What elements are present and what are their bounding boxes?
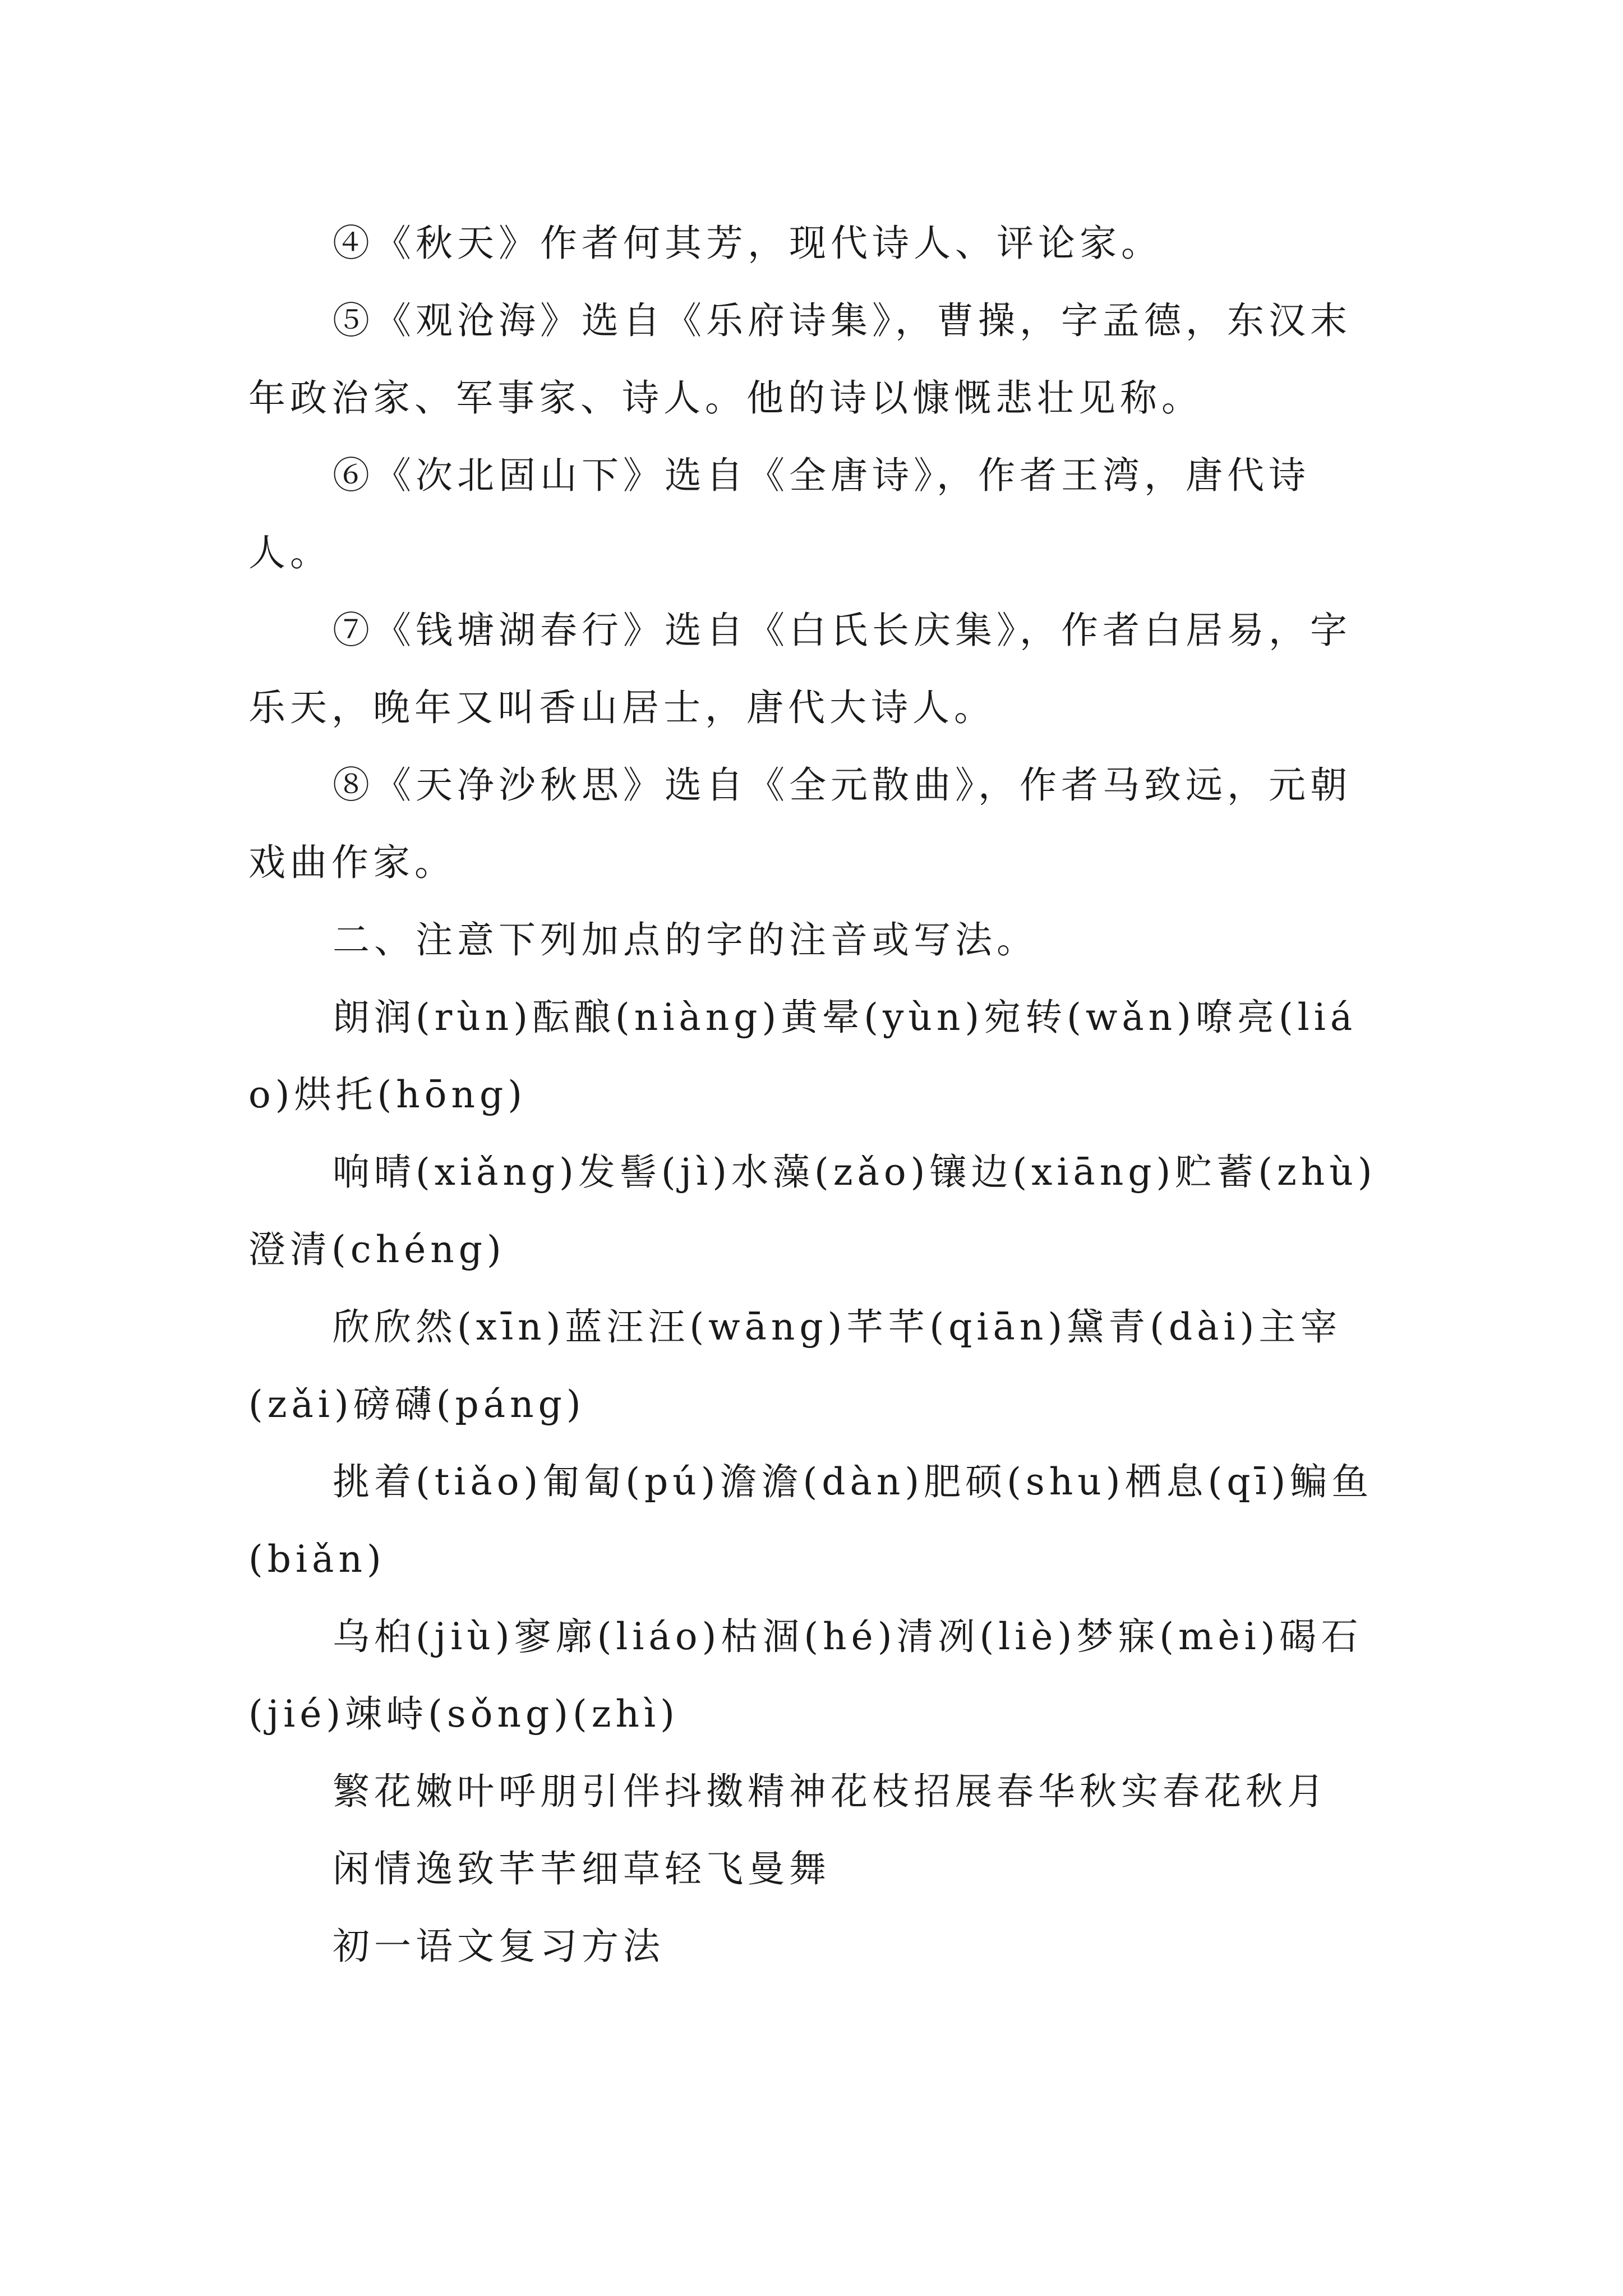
pinyin-group-3: 欣欣然(xīn)蓝汪汪(wāng)芊芊(qiān)黛青(dài)主宰(zǎi)磅礴(páng) xyxy=(248,1305,1342,1426)
paragraph-tian-jing-sha: ⑧《天净沙秋思》选自《全元散曲》，作者马致远，元朝戏曲作家。 xyxy=(248,763,1352,884)
paragraph-autumn-author: ④《秋天》作者何其芳，现代诗人、评论家。 xyxy=(333,222,1163,265)
section-heading-pronunciation: 二、注意下列加点的字的注音或写法。 xyxy=(333,918,1038,961)
pinyin-group-5: 乌桕(jiù)寥廓(liáo)枯涸(hé)清冽(liè)梦寐(mèi)碣石(jié)竦峙(sǒng)(zhì) xyxy=(248,1615,1363,1736)
paragraph-guan-cang-hai: ⑤《观沧海》选自《乐府诗集》，曹操，字孟德，东汉末年政治家、军事家、诗人。他的诗以慷慨悲壮见称。 xyxy=(248,299,1352,420)
vocabulary-list-1: 繁花嫩叶呼朋引伴抖擞精神花枝招展春华秋实春花秋月 xyxy=(333,1770,1329,1813)
section-heading-review-method: 初一语文复习方法 xyxy=(333,1925,665,1968)
pinyin-group-1: 朗润(rùn)酝酿(niàng)黄晕(yùn)宛转(wǎn)嘹亮(liáo)烘托(hōng) xyxy=(248,996,1357,1116)
paragraph-ci-bei-gu-shan: ⑥《次北固山下》选自《全唐诗》，作者王湾，唐代诗人。 xyxy=(248,454,1310,574)
paragraph-qian-tang-hu: ⑦《钱塘湖春行》选自《白氏长庆集》，作者白居易，字乐天，晚年又叫香山居士，唐代大诗人。 xyxy=(248,609,1352,729)
vocabulary-list-2: 闲情逸致芊芊细草轻飞曼舞 xyxy=(333,1847,831,1890)
pinyin-group-2: 响晴(xiǎng)发髻(jì)水藻(zǎo)镶边(xiāng)贮蓄(zhù)澄清(chéng) xyxy=(248,1151,1377,1271)
document-body xyxy=(248,205,1381,1985)
pinyin-group-4: 挑着(tiǎo)匍匐(pú)澹澹(dàn)肥硕(shu)栖息(qī)鳊鱼(biǎn) xyxy=(248,1460,1373,1581)
